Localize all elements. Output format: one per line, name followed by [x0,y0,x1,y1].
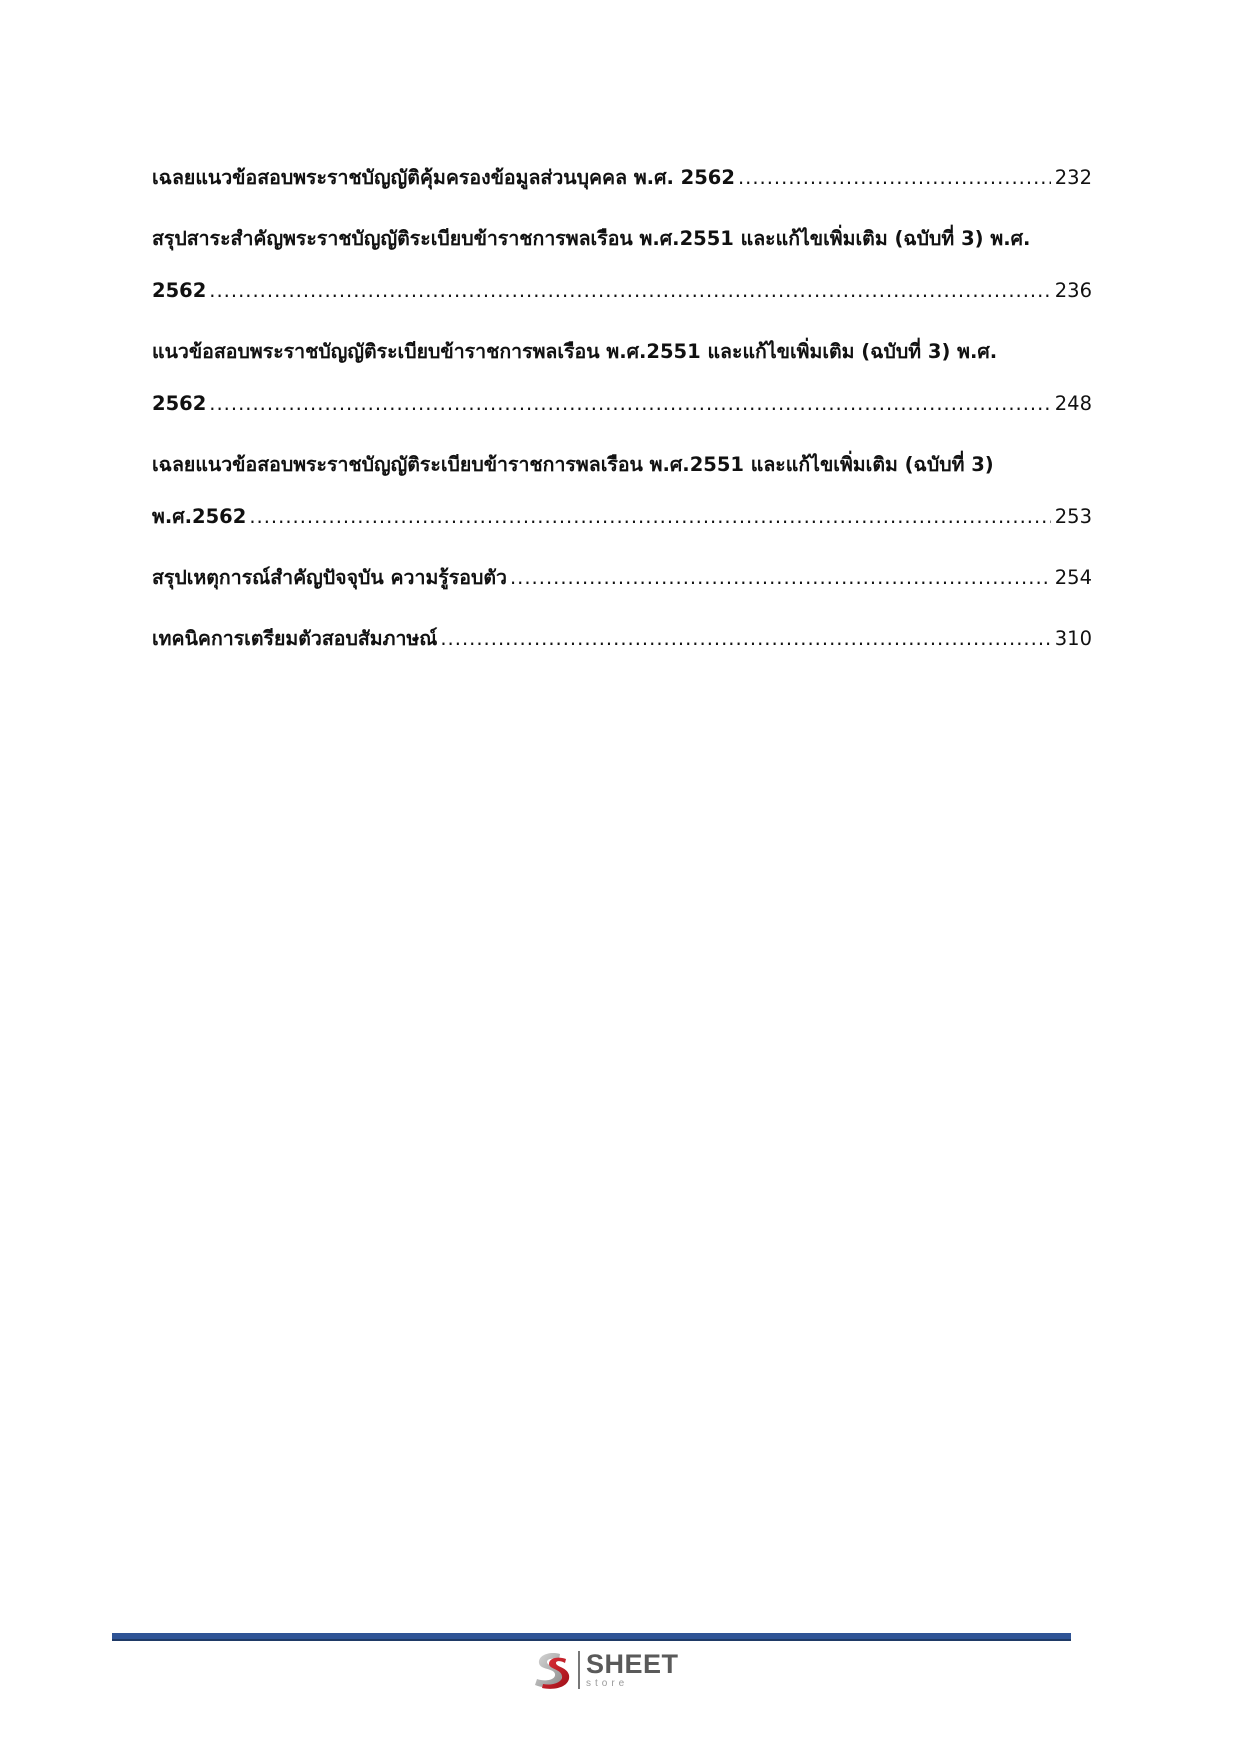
toc-dot-leader [510,552,1051,604]
toc-entry-row [152,152,1092,204]
toc-dot-leader [249,491,1050,543]
toc-entry-row [152,552,1092,604]
logo-wordmark [586,1651,679,1689]
toc-page-number: 310 [1054,627,1092,650]
toc-page-number: 236 [1054,279,1092,302]
toc-entry-row [152,265,1092,317]
toc-entry-title: เฉลยแนวข้อสอบพระราชบัญญัติคุ้มครองข้อมูลส่วนบุคคล พ.ศ. 2562 [152,166,735,189]
toc-entry-row [152,491,1092,543]
toc-entry-5[interactable] [152,552,1092,604]
toc-page-number: 232 [1054,166,1092,189]
toc-entry-2[interactable] [152,213,1092,317]
toc-entry-row [152,378,1092,430]
toc-entry-title-line1: เฉลยแนวข้อสอบพระราชบัญญัติระเบียบข้าราชการพลเรือน พ.ศ.2551 และแก้ไขเพิ่มเติม (ฉบับที่ 3) [152,453,994,476]
sheet-store-s-logo-icon [530,1648,574,1692]
table-of-contents [152,152,1092,674]
toc-entry-title-line2: 2562 [152,279,207,302]
toc-page-number: 254 [1054,566,1092,589]
toc-dot-leader [440,613,1050,665]
logo-word: SHEET [586,1649,679,1679]
logo-subword: store [586,1678,629,1689]
toc-entry-title: เทคนิคการเตรียมตัวสอบสัมภาษณ์ [152,627,438,650]
toc-entry-title-line2: พ.ศ.2562 [152,505,247,528]
toc-page-number: 253 [1054,505,1092,528]
toc-dot-leader [738,152,1051,204]
footer-rule [112,1633,1071,1641]
toc-page-number: 248 [1054,392,1092,415]
toc-dot-leader [209,265,1050,317]
toc-entry-title-line2: 2562 [152,392,207,415]
toc-entry-4[interactable] [152,439,1092,543]
toc-entry-6[interactable] [152,613,1092,665]
toc-entry-title: สรุปเหตุการณ์สำคัญปัจจุบัน ความรู้รอบตัว [152,566,507,589]
toc-entry-row [152,613,1092,665]
sheet-store-logo [530,1648,679,1692]
toc-entry-1[interactable] [152,152,1092,204]
toc-entry-3[interactable] [152,326,1092,430]
logo-divider [578,1651,580,1689]
toc-entry-title-line1: แนวข้อสอบพระราชบัญญัติระเบียบข้าราชการพลเรือน พ.ศ.2551 และแก้ไขเพิ่มเติม (ฉบับที่ 3) พ.ศ. [152,340,998,363]
toc-dot-leader [209,378,1050,430]
toc-entry-title-line1: สรุปสาระสำคัญพระราชบัญญัติระเบียบข้าราชการพลเรือน พ.ศ.2551 และแก้ไขเพิ่มเติม (ฉบับที่ 3) พ.ศ. [152,227,1031,250]
